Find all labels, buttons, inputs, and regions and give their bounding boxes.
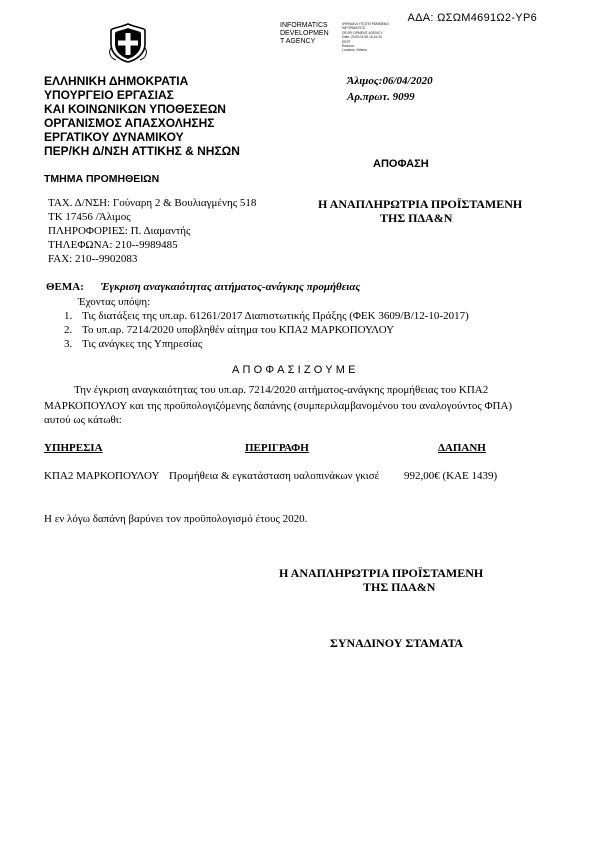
greek-coat-of-arms-icon [108, 22, 148, 64]
table-cell-cost: 992,00€ (ΚΑΕ 1439) [404, 470, 498, 482]
header-line: ΥΠΟΥΡΓΕΙΟ ΕΡΓΑΣΙΑΣ [44, 88, 174, 102]
stamp-line: ΨΗΦΙΑΚΑ ΥΠΟΓΕΓΡΑΜΜΕΝΟ [342, 22, 390, 26]
having-regard: Έχοντας υπόψη: [78, 296, 151, 308]
decision-label: ΑΠΟΦΑΣΗ [373, 158, 429, 170]
table-header-cost: ΔΑΠΑΝΗ [438, 442, 486, 454]
signer-name: ΣΥΝΑΔΙΝΟΥ ΣΤΑΜΑΤΑ [330, 636, 464, 650]
contact-info: ΠΛΗΡΟΦΟΡΙΕΣ: Π. Διαμαντής [48, 225, 191, 237]
list-item-number: 3. [64, 338, 73, 350]
logo-line: INFORMATICS [280, 22, 328, 29]
informatics-agency-logo [280, 22, 342, 46]
stamp-line: Date: 2020.04.06 15:16:20 [342, 35, 383, 40]
subject-text: Έγκριση αναγκαιότητας αιτήματος-ανάγκης προμήθειας [101, 281, 361, 293]
table-header-service: ΥΠΗΡΕΣΙΑ [44, 442, 103, 454]
logo-line: T AGENCY [280, 38, 316, 45]
list-item: Τις διατάξεις της υπ.αρ. 61261/2017 Διαπιστωτικής Πράξης (ΦΕΚ 3609/Β/12-10-2017) [82, 310, 469, 322]
digital-signature-stamp [342, 22, 398, 53]
table-cell-description: Προμήθεια & εγκατάσταση υαλοπινάκων γκισέ [169, 470, 380, 482]
stamp-line: INFORMATICS [342, 26, 366, 31]
contact-postcode: ΤΚ 17456 /Άλιμος [48, 211, 131, 223]
logo-line: DEVELOPMEN [280, 30, 329, 37]
list-item: Τις ανάγκες της Υπηρεσίας [82, 338, 203, 350]
we-decide-heading: ΑΠΟΦΑΣΙΖΟΥΜΕ [232, 364, 359, 376]
stamp-line: EEST [342, 39, 351, 44]
signer-dept-top: ΤΗΣ ΠΔΑ&Ν [380, 211, 453, 225]
signer-dept-bottom: ΤΗΣ ΠΔΑ&Ν [363, 580, 436, 594]
header-line: ΚΑΙ ΚΟΙΝΩΝΙΚΩΝ ΥΠΟΘΕΣΕΩΝ [44, 102, 226, 116]
stamp-line: DEVELOPMENT AGENCY [342, 30, 383, 35]
header-line: ΟΡΓΑΝΙΣΜΟΣ ΑΠΑΣΧΟΛΗΣΗΣ [44, 116, 215, 130]
subject-label: ΘΕΜΑ: [46, 281, 84, 293]
table-header-description: ΠΕΡΙΓΡΑΦΗ [245, 442, 309, 454]
list-item: Το υπ.αρ. 7214/2020 υποβληθέν αίτημα του ΚΠΑ2 ΜΑΡΚΟΠΟΥΛΟΥ [82, 324, 395, 336]
list-item-number: 2. [64, 324, 73, 336]
stamp-line: Location: Athens [342, 48, 368, 53]
body-line: ΜΑΡΚΟΠΟΥΛΟΥ και της προϋπολογιζόμενης δαπάνης (συμπεριλαμβανομένου του αναλογούντος ΦΠΑ) [44, 400, 513, 412]
protocol-number: Αρ.πρωτ. 9099 [347, 91, 415, 103]
contact-phone: ΤΗΛΕΦΩΝΑ: 210--9989485 [48, 239, 178, 251]
contact-fax: FAX: 210--9902083 [48, 253, 138, 265]
header-line: ΕΡΓΑΤΙΚΟΥ ΔΥΝΑΜΙΚΟΥ [44, 130, 184, 144]
body-line: Την έγκριση αναγκαιότητας του υπ.αρ. 7214/2020 αιτήματος-ανάγκης προμήθειας του ΚΠΑ2 [74, 384, 489, 396]
signer-title-bottom: Η ΑΝΑΠΛΗΡΩΤΡΙΑ ΠΡΟΪΣΤΑΜΕΝΗ [279, 566, 484, 580]
table-cell-service: ΚΠΑ2 ΜΑΡΚΟΠΟΥΛΟΥ [44, 470, 160, 482]
list-item-number: 1. [64, 310, 73, 322]
body-line: αυτού ως κάτωθι: [44, 414, 122, 426]
header-line: ΕΛΛΗΝΙΚΗ ΔΗΜΟΚΡΑΤΙΑ [44, 74, 189, 88]
signer-title-top: Η ΑΝΑΠΛΗΡΩΤΡΙΑ ΠΡΟΪΣΤΑΜΕΝΗ [318, 197, 523, 211]
department-label: ΤΜΗΜΑ ΠΡΟΜΗΘΕΙΩΝ [44, 173, 160, 185]
closing-statement: Η εν λόγω δαπάνη βαρύνει τον προϋπολογισμό έτους 2020. [44, 513, 308, 525]
header-line: ΠΕΡ/ΚΗ Δ/ΝΣΗ ΑΤΤΙΚΗΣ & ΝΗΣΩΝ [44, 144, 240, 158]
contact-address: ΤΑΧ. Δ/ΝΣΗ: Γούναρη 2 & Βουλιαγμένης 518 [48, 197, 257, 209]
document-date: Άλιμος:06/04/2020 [347, 75, 433, 87]
ada-code: ΑΔΑ: ΩΣΩΜ4691Ω2-ΥΡ6 [407, 12, 537, 24]
stamp-line: Reason: [342, 44, 355, 49]
